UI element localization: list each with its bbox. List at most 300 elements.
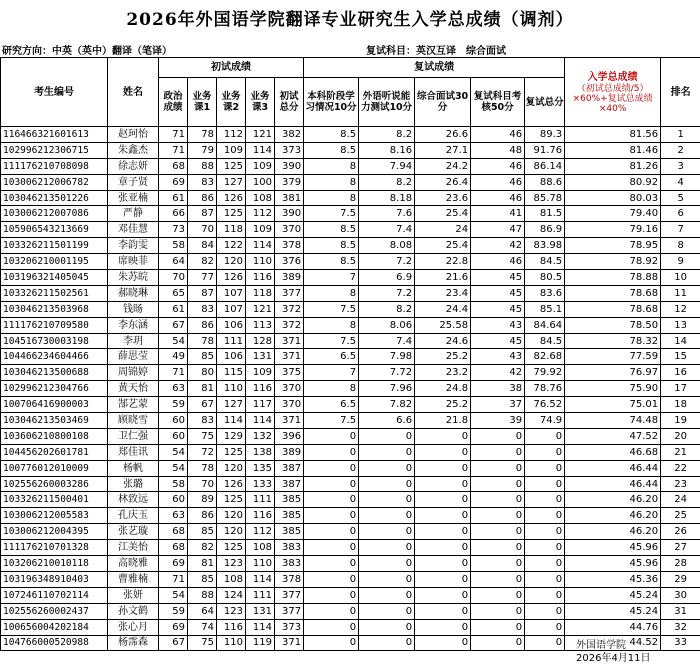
research-direction: 研究方向：中英（英中）翻译（笔译）: [2, 42, 172, 57]
cell-student-id: 103006212004395: [1, 524, 108, 540]
cell-retest-exam: 42: [471, 238, 525, 254]
cell-student-id: 103196321405045: [1, 270, 108, 286]
cell-politics: 73: [159, 222, 188, 238]
cell-name: 张亚楠: [108, 190, 159, 206]
cell-student-id: 100656004202184: [1, 619, 108, 635]
cell-undergrad: 0: [304, 460, 359, 476]
cell-rank: 33: [661, 635, 700, 651]
cell-name: 李韵雯: [108, 238, 159, 254]
cell-subject2: 125: [217, 444, 246, 460]
cell-retest-total: 88.6: [525, 174, 565, 190]
cell-rank: 18: [661, 397, 700, 413]
cell-politics: 68: [159, 540, 188, 556]
cell-interview: 24.6: [415, 333, 471, 349]
cell-listening: 6.9: [359, 270, 415, 286]
cell-admission-total: 44.76: [565, 619, 661, 635]
cell-name: 李玥: [108, 333, 159, 349]
cell-rank: 7: [661, 222, 700, 238]
cell-interview: 0: [415, 460, 471, 476]
cell-politics: 65: [159, 285, 188, 301]
cell-name: 黄天怡: [108, 381, 159, 397]
cell-name: 赵珂怡: [108, 127, 159, 143]
cell-listening: 0: [359, 556, 415, 572]
cell-retest-total: 0: [525, 635, 565, 651]
cell-subject1: 78: [188, 460, 217, 476]
cell-initial-total: 385: [275, 508, 304, 524]
cell-undergrad: 0: [304, 444, 359, 460]
table-row: [1, 254, 700, 270]
cell-admission-total: 78.32: [565, 333, 661, 349]
cell-subject3: 112: [246, 206, 275, 222]
cell-rank: 32: [661, 619, 700, 635]
cell-subject2: 106: [217, 317, 246, 333]
cell-undergrad: 7: [304, 270, 359, 286]
cell-undergrad: 0: [304, 587, 359, 603]
cell-interview: 0: [415, 492, 471, 508]
cell-initial-total: 379: [275, 174, 304, 190]
cell-listening: 7.4: [359, 222, 415, 238]
cell-undergrad: 0: [304, 476, 359, 492]
header-student-id: 考生编号: [1, 58, 108, 127]
cell-admission-total: 46.20: [565, 524, 661, 540]
cell-rank: 5: [661, 190, 700, 206]
cell-initial-total: 377: [275, 587, 304, 603]
cell-name: 章子贤: [108, 174, 159, 190]
cell-listening: 7.2: [359, 254, 415, 270]
cell-admission-total: 45.96: [565, 540, 661, 556]
cell-subject3: 131: [246, 349, 275, 365]
cell-retest-exam: 47: [471, 222, 525, 238]
cell-admission-total: 80.92: [565, 174, 661, 190]
cell-rank: 2: [661, 142, 700, 158]
cell-retest-total: 79.92: [525, 365, 565, 381]
cell-undergrad: 0: [304, 556, 359, 572]
cell-initial-total: 372: [275, 301, 304, 317]
table-row: [1, 190, 700, 206]
cell-rank: 24: [661, 492, 700, 508]
cell-interview: 21.8: [415, 413, 471, 429]
cell-listening: 6.6: [359, 413, 415, 429]
cell-subject1: 86: [188, 190, 217, 206]
cell-name: 朱鑫杰: [108, 142, 159, 158]
cell-politics: 54: [159, 444, 188, 460]
cell-name: 郜艺蒙: [108, 397, 159, 413]
table-row: [1, 142, 700, 158]
cell-admission-total: 45.24: [565, 587, 661, 603]
cell-subject3: 109: [246, 365, 275, 381]
cell-interview: 0: [415, 540, 471, 556]
cell-subject2: 120: [217, 254, 246, 270]
footer-date: 2026年4月11日: [576, 649, 651, 664]
cell-politics: 69: [159, 174, 188, 190]
cell-retest-exam: 41: [471, 206, 525, 222]
cell-admission-total: 46.44: [565, 460, 661, 476]
cell-subject2: 109: [217, 142, 246, 158]
cell-admission-total: 46.44: [565, 476, 661, 492]
cell-subject1: 84: [188, 238, 217, 254]
cell-retest-total: 86.9: [525, 222, 565, 238]
table-row: [1, 587, 700, 603]
cell-retest-exam: 0: [471, 524, 525, 540]
cell-subject2: 116: [217, 619, 246, 635]
cell-initial-total: 378: [275, 238, 304, 254]
table-row: [1, 285, 700, 301]
cell-student-id: 116466321601613: [1, 127, 108, 143]
cell-subject1: 88: [188, 158, 217, 174]
cell-listening: 0: [359, 587, 415, 603]
cell-initial-total: 370: [275, 222, 304, 238]
cell-undergrad: 8.5: [304, 127, 359, 143]
cell-undergrad: 7: [304, 365, 359, 381]
cell-initial-total: 375: [275, 365, 304, 381]
cell-politics: 60: [159, 428, 188, 444]
cell-politics: 68: [159, 158, 188, 174]
table-row: [1, 270, 700, 286]
cell-retest-total: 0: [525, 540, 565, 556]
cell-subject1: 82: [188, 540, 217, 556]
cell-listening: 0: [359, 508, 415, 524]
cell-initial-total: 377: [275, 285, 304, 301]
table-row: [1, 206, 700, 222]
cell-admission-total: 46.20: [565, 508, 661, 524]
cell-interview: 25.2: [415, 349, 471, 365]
cell-retest-total: 0: [525, 428, 565, 444]
cell-listening: 8.16: [359, 142, 415, 158]
cell-name: 郝晓琳: [108, 285, 159, 301]
table-row: [1, 333, 700, 349]
cell-rank: 15: [661, 349, 700, 365]
score-table: [0, 57, 700, 651]
cell-rank: 13: [661, 317, 700, 333]
cell-listening: 8.08: [359, 238, 415, 254]
cell-subject3: 112: [246, 524, 275, 540]
cell-subject2: 106: [217, 349, 246, 365]
cell-rank: 31: [661, 603, 700, 619]
cell-retest-total: 85.1: [525, 301, 565, 317]
cell-undergrad: 0: [304, 508, 359, 524]
cell-subject3: 138: [246, 444, 275, 460]
cell-interview: 27.1: [415, 142, 471, 158]
cell-interview: 24: [415, 222, 471, 238]
cell-student-id: 103046213501226: [1, 190, 108, 206]
cell-subject2: 120: [217, 524, 246, 540]
cell-undergrad: 7.5: [304, 301, 359, 317]
cell-subject1: 72: [188, 444, 217, 460]
cell-subject2: 112: [217, 127, 246, 143]
header-subject3: 业务课3: [246, 78, 275, 127]
table-row: [1, 444, 700, 460]
cell-name: 卫仁强: [108, 428, 159, 444]
cell-initial-total: 387: [275, 476, 304, 492]
cell-initial-total: 390: [275, 158, 304, 174]
cell-rank: 28: [661, 556, 700, 572]
table-row: [1, 301, 700, 317]
cell-undergrad: 8: [304, 285, 359, 301]
cell-retest-exam: 46: [471, 127, 525, 143]
cell-subject1: 83: [188, 301, 217, 317]
cell-listening: 7.82: [359, 397, 415, 413]
cell-admission-total: 76.97: [565, 365, 661, 381]
cell-listening: 0: [359, 603, 415, 619]
cell-listening: 7.94: [359, 158, 415, 174]
cell-subject1: 75: [188, 635, 217, 651]
table-body: [1, 127, 700, 651]
cell-subject2: 115: [217, 365, 246, 381]
cell-student-id: 111176210709580: [1, 317, 108, 333]
cell-interview: 25.2: [415, 397, 471, 413]
cell-subject3: 128: [246, 333, 275, 349]
cell-listening: 0: [359, 619, 415, 635]
cell-admission-total: 74.48: [565, 413, 661, 429]
cell-politics: 60: [159, 492, 188, 508]
cell-interview: 26.4: [415, 174, 471, 190]
cell-retest-total: 80.5: [525, 270, 565, 286]
cell-initial-total: 372: [275, 317, 304, 333]
cell-subject2: 123: [217, 603, 246, 619]
cell-initial-total: 378: [275, 571, 304, 587]
cell-initial-total: 390: [275, 206, 304, 222]
cell-subject1: 70: [188, 476, 217, 492]
cell-politics: 66: [159, 206, 188, 222]
cell-retest-exam: 0: [471, 428, 525, 444]
cell-interview: 0: [415, 428, 471, 444]
cell-subject1: 75: [188, 428, 217, 444]
cell-interview: 0: [415, 508, 471, 524]
cell-politics: 59: [159, 397, 188, 413]
cell-politics: 63: [159, 381, 188, 397]
cell-listening: 8.2: [359, 127, 415, 143]
cell-subject3: 110: [246, 556, 275, 572]
header-retest-group: 复试成绩: [304, 58, 565, 78]
cell-retest-total: 84.64: [525, 317, 565, 333]
cell-retest-exam: 43: [471, 317, 525, 333]
table-row: [1, 492, 700, 508]
cell-rank: 29: [661, 571, 700, 587]
cell-student-id: 103196348910403: [1, 571, 108, 587]
cell-subject3: 110: [246, 254, 275, 270]
cell-name: 高晓雅: [108, 556, 159, 572]
cell-student-id: 104766000520988: [1, 635, 108, 651]
cell-subject3: 109: [246, 222, 275, 238]
cell-subject1: 78: [188, 333, 217, 349]
cell-subject3: 131: [246, 603, 275, 619]
cell-subject3: 114: [246, 413, 275, 429]
header-politics: 政治成绩: [159, 78, 188, 127]
header-undergrad: 本科阶段学习情况10分: [304, 78, 359, 127]
header-admission-formula: （初试总成绩/5）×60%+复试总成绩×40%: [565, 84, 660, 114]
cell-retest-total: 74.9: [525, 413, 565, 429]
table-row: [1, 317, 700, 333]
cell-interview: 0: [415, 444, 471, 460]
cell-retest-exam: 43: [471, 349, 525, 365]
cell-name: 孔庆玉: [108, 508, 159, 524]
cell-interview: 26.6: [415, 127, 471, 143]
cell-subject2: 123: [217, 556, 246, 572]
retest-subjects: 复试科目：英汉互译 综合面试: [366, 42, 506, 57]
table-row: [1, 381, 700, 397]
cell-retest-exam: 0: [471, 460, 525, 476]
cell-student-id: 104456202601781: [1, 444, 108, 460]
cell-interview: 23.4: [415, 285, 471, 301]
cell-rank: 21: [661, 444, 700, 460]
cell-listening: 7.96: [359, 381, 415, 397]
cell-subject2: 126: [217, 270, 246, 286]
cell-rank: 16: [661, 365, 700, 381]
cell-name: 杨帆: [108, 460, 159, 476]
cell-student-id: 103326211500401: [1, 492, 108, 508]
cell-student-id: 102996212304766: [1, 381, 108, 397]
cell-politics: 64: [159, 254, 188, 270]
cell-retest-exam: 0: [471, 587, 525, 603]
cell-subject2: 125: [217, 492, 246, 508]
cell-student-id: 103006212005583: [1, 508, 108, 524]
cell-interview: 25.4: [415, 238, 471, 254]
cell-politics: 61: [159, 190, 188, 206]
cell-subject2: 108: [217, 571, 246, 587]
table-header: [1, 58, 700, 127]
header-subject1: 业务课1: [188, 78, 217, 127]
cell-admission-total: 75.01: [565, 397, 661, 413]
cell-listening: 0: [359, 460, 415, 476]
cell-interview: 22.8: [415, 254, 471, 270]
table-row: [1, 556, 700, 572]
cell-undergrad: 8.5: [304, 238, 359, 254]
cell-subject3: 133: [246, 476, 275, 492]
cell-admission-total: 78.92: [565, 254, 661, 270]
cell-initial-total: 396: [275, 428, 304, 444]
cell-subject1: 85: [188, 571, 217, 587]
table-row: [1, 365, 700, 381]
cell-subject2: 114: [217, 413, 246, 429]
cell-retest-total: 82.68: [525, 349, 565, 365]
cell-retest-total: 0: [525, 476, 565, 492]
cell-subject1: 86: [188, 508, 217, 524]
cell-student-id: 102996212306715: [1, 142, 108, 158]
cell-admission-total: 45.24: [565, 603, 661, 619]
cell-initial-total: 373: [275, 619, 304, 635]
cell-retest-exam: 45: [471, 301, 525, 317]
header-admission-total-label: 入学总成绩: [588, 72, 638, 83]
cell-politics: 68: [159, 524, 188, 540]
table-row: [1, 508, 700, 524]
cell-rank: 26: [661, 524, 700, 540]
cell-politics: 54: [159, 587, 188, 603]
cell-politics: 58: [159, 476, 188, 492]
cell-admission-total: 78.68: [565, 285, 661, 301]
cell-subject2: 125: [217, 206, 246, 222]
cell-rank: 22: [661, 460, 700, 476]
cell-subject3: 114: [246, 571, 275, 587]
table-row: [1, 222, 700, 238]
cell-listening: 8.2: [359, 301, 415, 317]
cell-subject1: 67: [188, 397, 217, 413]
cell-name: 邓佳慧: [108, 222, 159, 238]
cell-undergrad: 8.5: [304, 222, 359, 238]
cell-name: 顾晓雪: [108, 413, 159, 429]
cell-name: 张心月: [108, 619, 159, 635]
cell-retest-exam: 48: [471, 142, 525, 158]
cell-subject1: 87: [188, 206, 217, 222]
cell-retest-exam: 39: [471, 413, 525, 429]
cell-subject3: 117: [246, 397, 275, 413]
cell-listening: 7.72: [359, 365, 415, 381]
cell-student-id: 103206210010118: [1, 556, 108, 572]
cell-undergrad: 0: [304, 619, 359, 635]
cell-listening: 7.2: [359, 285, 415, 301]
cell-subject1: 88: [188, 587, 217, 603]
cell-subject3: 113: [246, 317, 275, 333]
cell-rank: 1: [661, 127, 700, 143]
cell-rank: 14: [661, 333, 700, 349]
cell-undergrad: 8: [304, 317, 359, 333]
cell-listening: 0: [359, 444, 415, 460]
cell-admission-total: 78.88: [565, 270, 661, 286]
cell-politics: 58: [159, 238, 188, 254]
cell-undergrad: 6.5: [304, 349, 359, 365]
cell-subject3: 114: [246, 142, 275, 158]
cell-retest-exam: 0: [471, 476, 525, 492]
cell-subject3: 135: [246, 460, 275, 476]
cell-undergrad: 8: [304, 381, 359, 397]
cell-interview: 23.2: [415, 365, 471, 381]
cell-subject1: 85: [188, 349, 217, 365]
cell-subject2: 122: [217, 238, 246, 254]
cell-name: 徐志妍: [108, 158, 159, 174]
cell-student-id: 102556260002437: [1, 603, 108, 619]
cell-listening: 0: [359, 571, 415, 587]
cell-retest-total: 0: [525, 508, 565, 524]
table-row: [1, 619, 700, 635]
header-interview: 综合面试30分: [415, 78, 471, 127]
cell-initial-total: 376: [275, 254, 304, 270]
cell-subject1: 70: [188, 222, 217, 238]
cell-student-id: 111176210701328: [1, 540, 108, 556]
cell-retest-total: 0: [525, 619, 565, 635]
cell-interview: 0: [415, 476, 471, 492]
cell-retest-exam: 0: [471, 619, 525, 635]
cell-undergrad: 0: [304, 492, 359, 508]
cell-rank: 27: [661, 540, 700, 556]
header-subject2: 业务课2: [217, 78, 246, 127]
table-row: [1, 397, 700, 413]
cell-retest-exam: 45: [471, 270, 525, 286]
cell-listening: 0: [359, 635, 415, 651]
cell-rank: 23: [661, 476, 700, 492]
cell-student-id: 102556260003286: [1, 476, 108, 492]
table-row: [1, 524, 700, 540]
cell-retest-total: 83.98: [525, 238, 565, 254]
cell-retest-total: 0: [525, 460, 565, 476]
cell-subject2: 110: [217, 635, 246, 651]
cell-subject1: 86: [188, 317, 217, 333]
cell-listening: 0: [359, 492, 415, 508]
cell-student-id: 103326211501199: [1, 238, 108, 254]
cell-name: 席映菲: [108, 254, 159, 270]
cell-rank: 10: [661, 270, 700, 286]
cell-initial-total: 382: [275, 127, 304, 143]
cell-subject2: 125: [217, 540, 246, 556]
cell-subject2: 129: [217, 428, 246, 444]
cell-student-id: 107246110702114: [1, 587, 108, 603]
cell-name: 孙文鹤: [108, 603, 159, 619]
cell-initial-total: 373: [275, 142, 304, 158]
cell-admission-total: 78.50: [565, 317, 661, 333]
cell-subject2: 120: [217, 508, 246, 524]
cell-politics: 54: [159, 333, 188, 349]
cell-interview: 25.58: [415, 317, 471, 333]
cell-retest-exam: 0: [471, 508, 525, 524]
cell-initial-total: 385: [275, 492, 304, 508]
